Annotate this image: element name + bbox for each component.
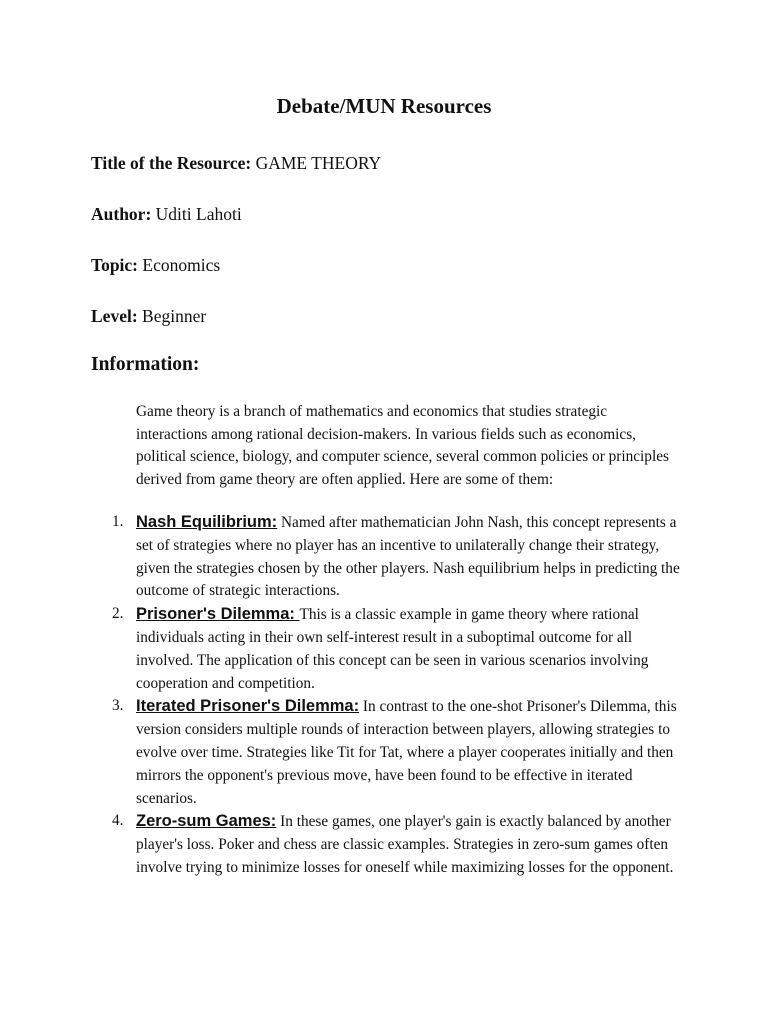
topic-value: Economics <box>142 255 221 275</box>
list-item-term: Zero-sum Games: <box>136 812 277 831</box>
list-item-text: In contrast to the one-shot Prisoner's Dilemma, this version considers multiple rounds of interaction between players, allowing strategies to evolve over time. Strategies like Tit for Tat, where a player cooperates initially and then mirrors the opponent's previous move, have been found to be effective in iterated scenarios. <box>136 698 677 807</box>
principles-list <box>0 511 768 880</box>
resource-title-value: GAME THEORY <box>255 153 382 173</box>
list-item-text: Named after mathematician John Nash, this concept represents a set of strategies where no player has an incentive to unilaterally change their strategy, given the strategies chosen by the other players. Nash equilibrium helps in predicting the outcome of strategic interactions. <box>136 514 680 600</box>
list-item <box>0 695 681 810</box>
list-item-term: Prisoner's Dilemma: <box>136 605 300 624</box>
resource-title-label: Title of the Resource: <box>91 153 252 173</box>
resource-title-field <box>91 151 381 175</box>
level-label: Level: <box>91 306 138 326</box>
intro-paragraph: Game theory is a branch of mathematics and economics that studies strategic interactions among rational decision-makers. In various fields such as economics, political science, biology, and computer science, several common policies or principles derived from game theory are often applied. Here are some of them: <box>136 403 669 488</box>
document-title: Debate/MUN Resources <box>276 94 492 118</box>
list-item <box>0 810 681 879</box>
level-field <box>91 304 206 328</box>
author-field <box>91 202 242 226</box>
list-item-term: Iterated Prisoner's Dilemma: <box>136 697 360 716</box>
list-item <box>0 511 681 603</box>
author-value: Uditi Lahoti <box>155 204 242 224</box>
topic-label: Topic: <box>91 255 139 275</box>
list-item-term: Nash Equilibrium: <box>136 513 278 531</box>
author-label: Author: <box>91 204 152 224</box>
list-item-number: 1. <box>112 513 124 530</box>
list-item <box>0 603 681 695</box>
list-item-number: 3. <box>112 697 124 715</box>
list-item-number: 2. <box>112 605 124 623</box>
level-value: Beginner <box>142 306 207 326</box>
topic-field <box>91 253 220 277</box>
list-item-text: This is a classic example in game theory where rational individuals acting in their own self-interest result in a suboptimal outcome for all involved. The application of this concept can be seen in various scenarios involving cooperation and competition. <box>136 606 649 692</box>
list-item-number: 4. <box>112 812 124 830</box>
information-heading: Information: <box>91 354 200 375</box>
list-item-text: In these games, one player's gain is exactly balanced by another player's loss. Poker and chess are classic examples. Strategies in zero-sum games often involve trying to minimize losses for oneself while maximizing losses for the opponent. <box>136 813 674 876</box>
